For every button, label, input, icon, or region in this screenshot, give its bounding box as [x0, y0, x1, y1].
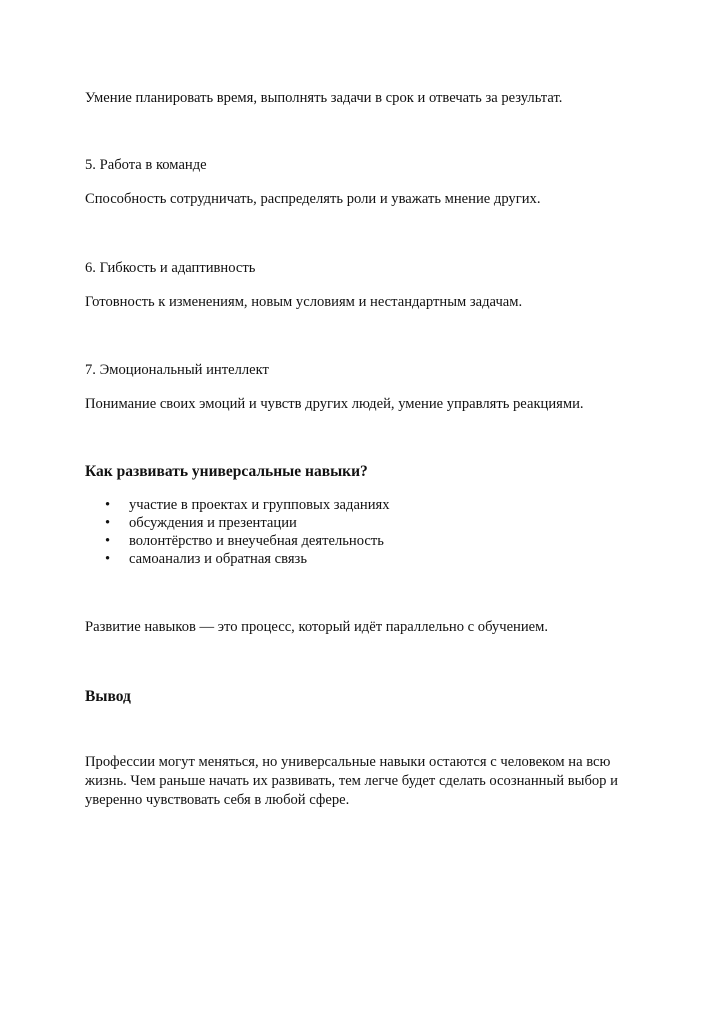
- conclusion-line: Профессии могут меняться, но универсальные навыки остаются с человеком на всю: [85, 754, 611, 770]
- skill-6-heading: 6. Гибкость и адаптивность: [85, 260, 256, 276]
- bullet-icon: •: [105, 533, 111, 549]
- conclusion-heading: Вывод: [85, 688, 131, 705]
- skill-6-text: Готовность к изменениям, новым условиям и нестандартным задачам.: [85, 294, 523, 310]
- process-note: Развитие навыков — это процесс, который идёт параллельно с обучением.: [85, 619, 549, 635]
- list-item: [85, 514, 390, 532]
- list-item-text: обсуждения и презентации: [129, 515, 297, 531]
- conclusion-line: жизнь. Чем раньше начать их развивать, тем легче будет сделать осознанный выбор и: [85, 773, 618, 789]
- intro-text: Умение планировать время, выполнять задачи в срок и отвечать за результат.: [85, 90, 563, 106]
- develop-list: [85, 496, 390, 568]
- list-item: [85, 532, 390, 550]
- bullet-icon: •: [105, 515, 111, 531]
- conclusion-line: уверенно чувствовать себя в любой сфере.: [85, 792, 350, 808]
- list-item-text: участие в проектах и групповых заданиях: [129, 497, 390, 513]
- list-item-text: волонтёрство и внеучебная деятельность: [129, 533, 384, 549]
- skill-5-heading: 5. Работа в команде: [85, 157, 207, 173]
- skill-7-heading: 7. Эмоциональный интеллект: [85, 362, 269, 378]
- list-item: [85, 496, 390, 514]
- bullet-icon: •: [105, 497, 111, 513]
- develop-heading: Как развивать универсальные навыки?: [85, 463, 368, 480]
- list-item: [85, 550, 390, 568]
- skill-7-text: Понимание своих эмоций и чувств других людей, умение управлять реакциями.: [85, 396, 584, 412]
- list-item-text: самоанализ и обратная связь: [129, 551, 307, 567]
- bullet-icon: •: [105, 551, 111, 567]
- skill-5-text: Способность сотрудничать, распределять роли и уважать мнение других.: [85, 191, 541, 207]
- conclusion-text: [85, 753, 645, 810]
